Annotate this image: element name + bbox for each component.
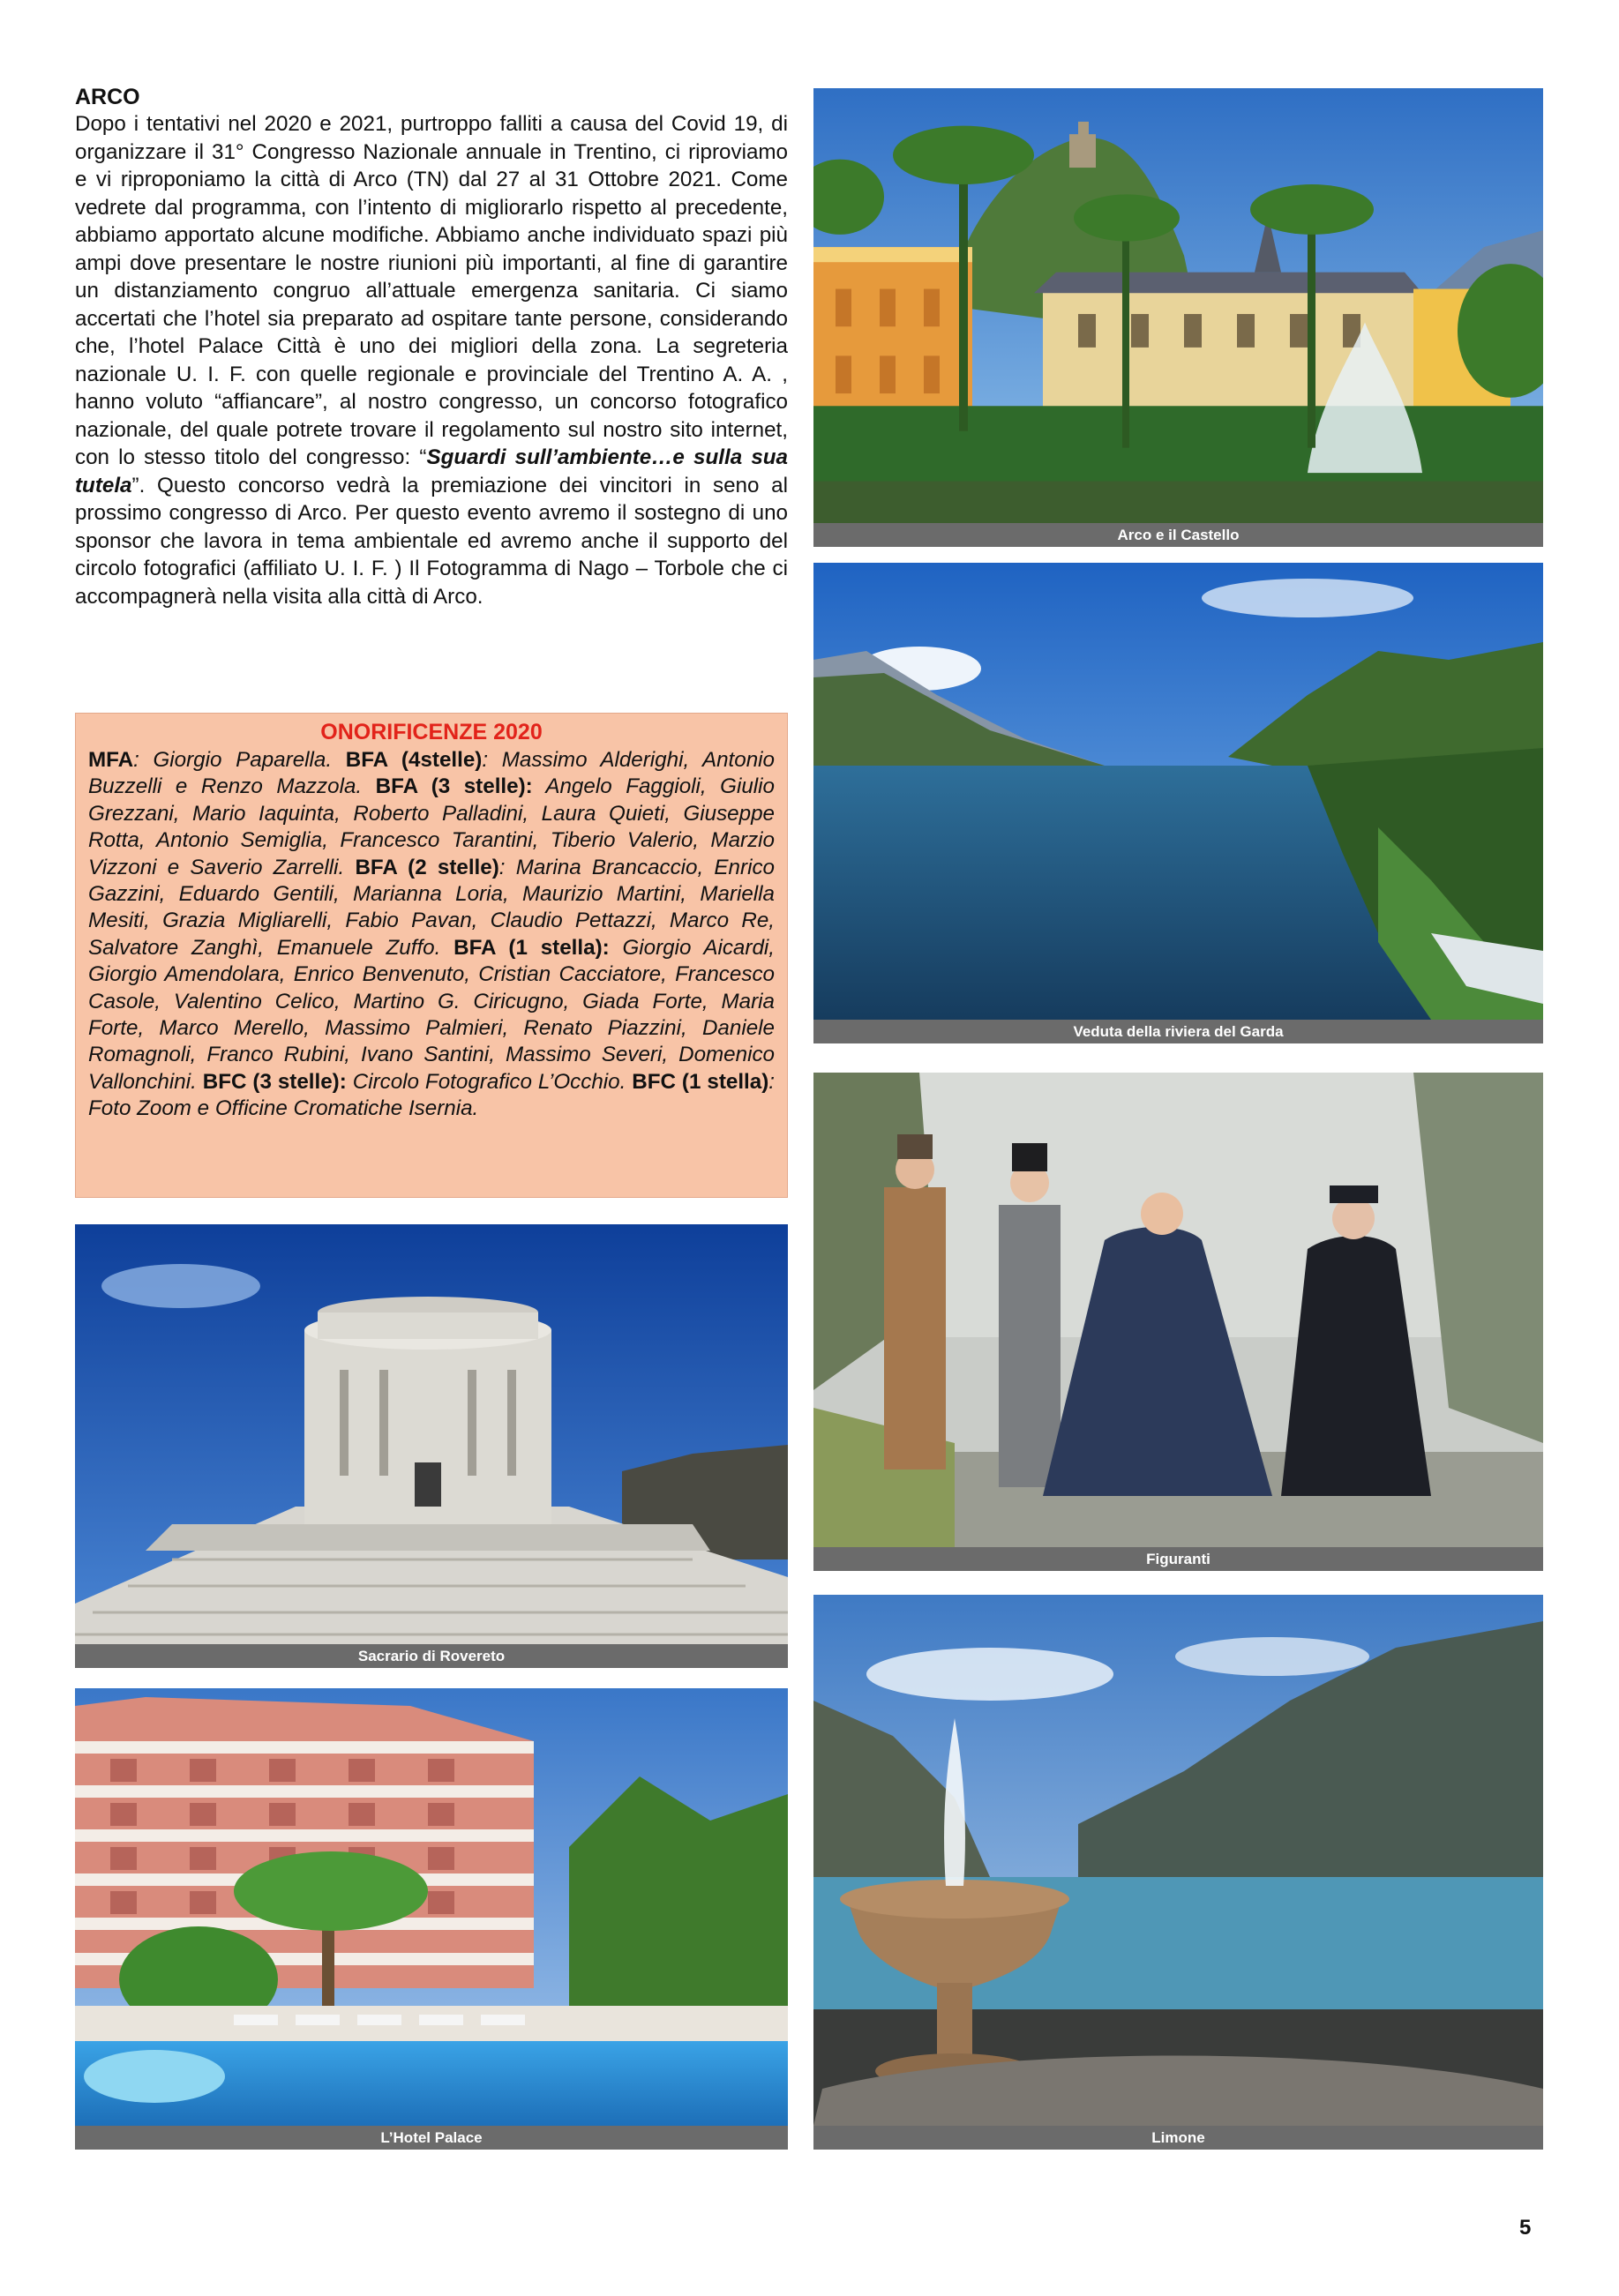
caption-arco-castle: Arco e il Castello — [813, 523, 1543, 547]
honor-names: Giorgio Aicardi, Giorgio Amendolara, Enrico Benvenuto, Cristian Cacciatore, Francesco Casole, Valentino Celico, Martino G. Ciricugno, Giada Forte, Maria Forte, Marco Merello, Massimo Palmieri, Renato Piazzini, Daniele Romagnoli, Franco Rubini, Ivano Santini, Massimo Severi, Domenico Vallonchini. — [88, 935, 775, 1094]
arco-castle-image — [813, 88, 1543, 523]
sacrario-image — [75, 1224, 788, 1644]
photo-arco-castle — [813, 88, 1543, 547]
caption-limone: Limone — [813, 2126, 1543, 2150]
caption-figuranti: Figuranti — [813, 1547, 1543, 1571]
honor-label: BFA (2 stelle) — [355, 855, 499, 879]
article-body-after: ”. Questo concorso vedrà la premiazione dei vincitori in seno al prossimo congresso di Arco. Per questo evento avremo il sostegno di uno sponsor che lavora in tema ambientale ed avremo anche il supporto del circolo fotografici (affiliato U. I. F. ) Il Fotogramma di Nago – Torbole che ci accompagnerà nella visita alla città di Arco. — [75, 473, 788, 609]
honor-names: : Giorgio Paparella. — [133, 748, 346, 772]
honors-text — [88, 747, 775, 1123]
garda-riviera-image — [813, 563, 1543, 1020]
honor-label: BFC (3 stelle): — [202, 1069, 347, 1094]
page-number: 5 — [1519, 2216, 1532, 2240]
honors-box — [75, 713, 788, 1198]
honor-label: MFA — [88, 748, 134, 772]
honor-label: BFA (1 stella): — [453, 935, 610, 960]
photo-hotel-palace — [75, 1688, 788, 2150]
article-title: ARCO — [75, 85, 140, 109]
photo-garda-riviera — [813, 563, 1543, 1043]
honor-names: : Massimo Alderighi, Antonio Buzzelli e Renzo Mazzola. — [88, 748, 776, 799]
photo-sacrario — [75, 1224, 788, 1668]
honor-names: : Marina Brancaccio, Enrico Gazzini, Eduardo Gentili, Marianna Loria, Maurizio Martini, Mariella Mesiti, Grazia Migliarelli, Fabio Pavan, Claudio Pettazzi, Marco Re, Salvatore Zanghì, Emanuele Zuffo. — [88, 855, 775, 960]
article-quote: Sguardi sull’ambiente…e sulla sua tutela — [75, 445, 788, 497]
photo-limone — [813, 1595, 1543, 2150]
honors-title: ONORIFICENZE 2020 — [320, 720, 543, 744]
hotel-palace-image — [75, 1688, 788, 2126]
honor-label: BFA (4stelle) — [345, 748, 483, 772]
article-body — [75, 110, 788, 610]
honor-label: BFC (1 stella) — [632, 1069, 769, 1094]
limone-image — [813, 1595, 1543, 2126]
honor-label: BFA (3 stelle): — [375, 774, 533, 799]
figuranti-image — [813, 1073, 1543, 1547]
article — [75, 84, 788, 610]
honor-names: Angelo Faggioli, Giulio Grezzani, Mario Iaquinta, Roberto Palladini, Laura Quieti, Giuseppe Rotta, Antonio Semiglia, Francesco Tarantini, Tiberio Valerio, Marzio Vizzoni e Saverio Zarrelli. — [88, 774, 776, 879]
article-body-before: Dopo i tentativi nel 2020 e 2021, purtroppo falliti a causa del Covid 19, di organizzare il 31° Congresso Nazionale annuale in Trentino, ci riproviamo e vi riproponiamo la città di Arco (TN) dal 27 al 31 Ottobre 2021. Come vedrete dal programma, con l’intento di migliorarlo rispetto al precedente, abbiamo apportato alcune modifiche. Abbiamo anche individuato spazi più ampi dove presentare le nostre riunioni più importanti, al fine di garantire un distanziamento congruo all’attuale emergenza sanitaria. Ci siamo accertati che l’hotel sia preparato ad ospitare tante persone, considerando che, l’hotel Palace Città è uno dei migliori della zona. La segreteria nazionale U. I. F. con quelle regionale e provinciale del Trentino A. A. , hanno voluto “affiancare”, al nostro congresso, un concorso fotografico nazionale, del quale potrete trovare il regolamento sul nostro sito internet, con lo stesso titolo del congresso: “ — [75, 112, 788, 469]
photo-figuranti — [813, 1073, 1543, 1571]
caption-hotel-palace: L’Hotel Palace — [75, 2126, 788, 2150]
honor-names: Circolo Fotografico L’Occhio. — [346, 1069, 633, 1094]
caption-sacrario: Sacrario di Rovereto — [75, 1644, 788, 1668]
honor-names: : Foto Zoom e Officine Cromatiche Isernia. — [88, 1069, 776, 1121]
caption-garda-riviera: Veduta della riviera del Garda — [813, 1020, 1543, 1043]
